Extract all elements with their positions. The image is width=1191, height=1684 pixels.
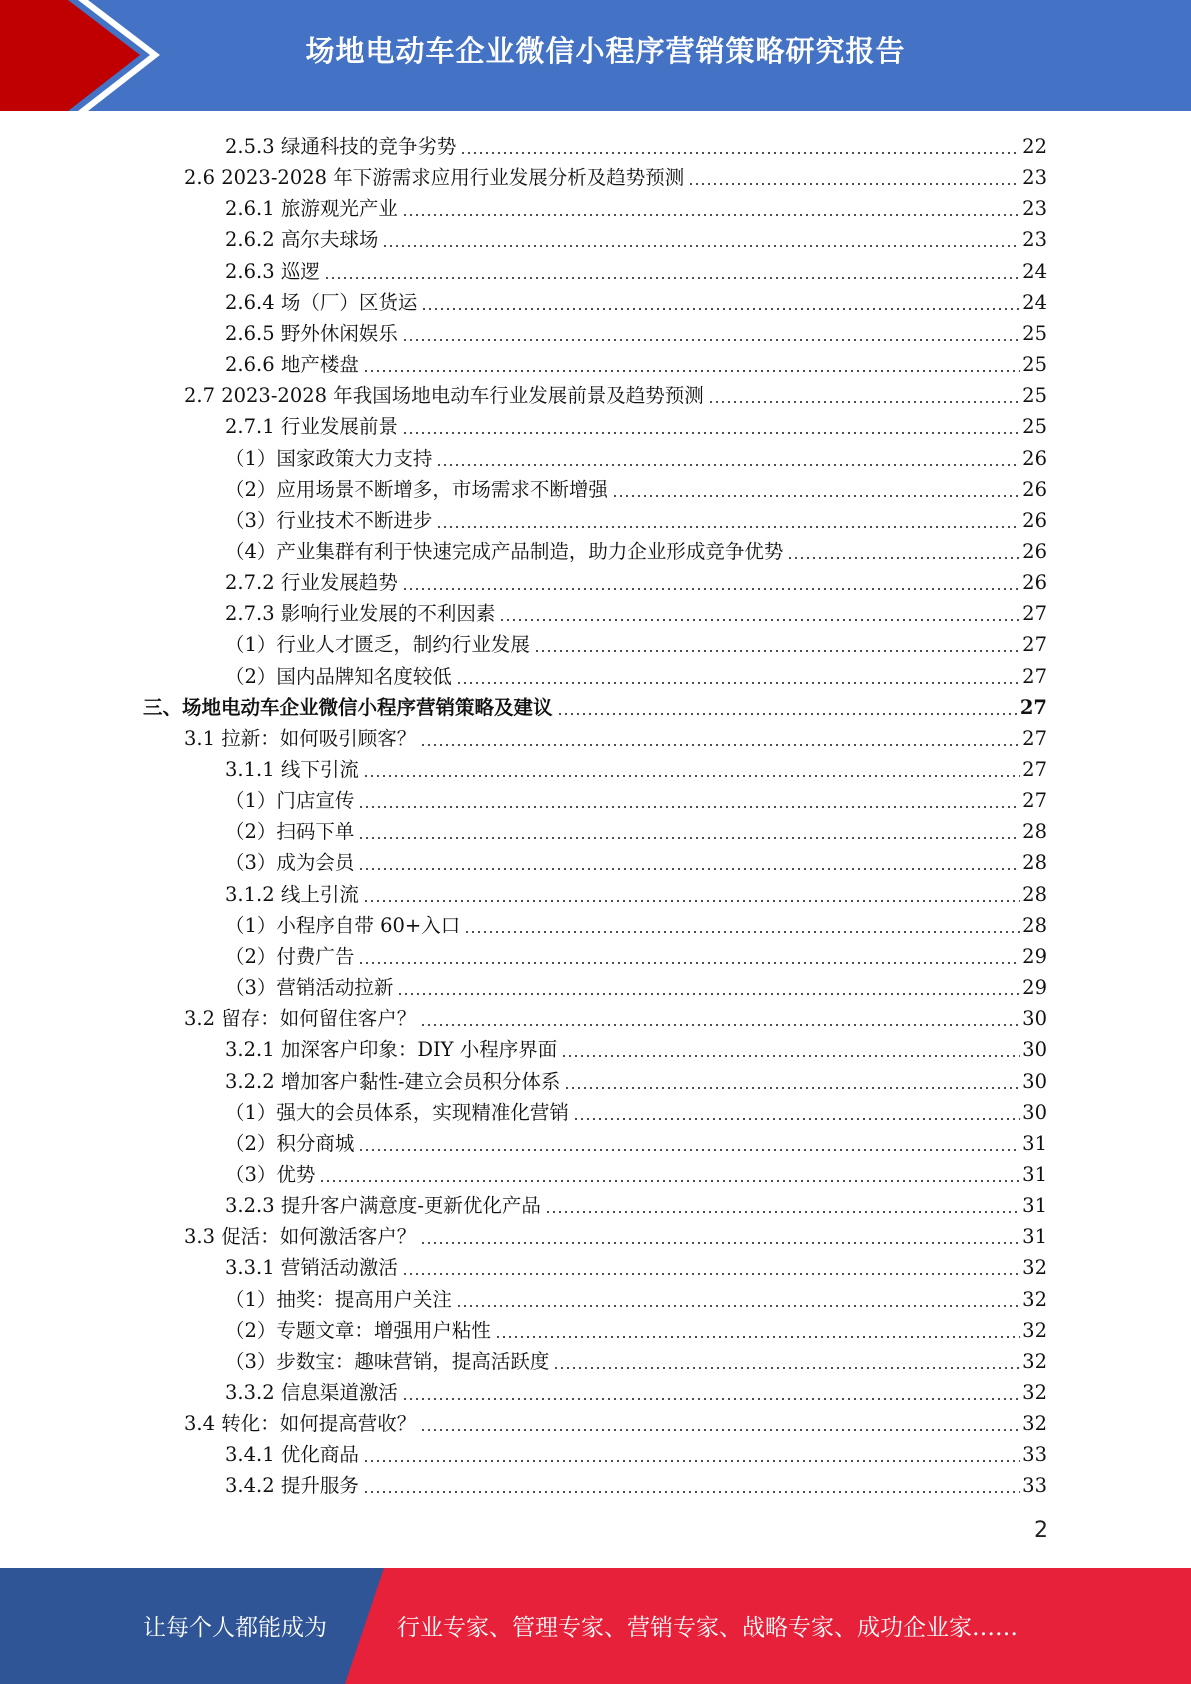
toc-dot-leader (363, 762, 1020, 778)
toc-entry[interactable] (225, 782, 1047, 813)
toc-entry-label: （1）门店宣传 (225, 789, 355, 813)
toc-dot-leader (564, 1074, 1020, 1090)
toc-dot-leader (358, 1136, 1020, 1152)
toc-entry-label: 3.3.1 营销活动激活 (225, 1256, 398, 1280)
toc-entry-page: 24 (1022, 259, 1047, 283)
toc-entry-page: 26 (1022, 477, 1047, 501)
toc-dot-leader (420, 1229, 1020, 1245)
toc-dot-leader (499, 606, 1020, 622)
toc-dot-leader (402, 419, 1020, 435)
toc-entry-page: 25 (1022, 321, 1047, 345)
toc-dot-leader (421, 295, 1020, 311)
toc-entry-label: （3）优势 (225, 1162, 316, 1186)
toc-dot-leader (708, 388, 1020, 404)
toc-entry-label: （2）专题文章：增强用户粘性 (225, 1318, 491, 1342)
toc-entry[interactable] (225, 876, 1047, 907)
toc-entry-label: （2）扫码下单 (225, 820, 355, 844)
toc-entry-label: 3.3.2 信息渠道激活 (225, 1381, 398, 1404)
toc-entry-page: 28 (1022, 913, 1047, 937)
toc-dot-leader (402, 575, 1020, 591)
toc-entry-page: 31 (1022, 1162, 1047, 1186)
toc-entry[interactable] (225, 284, 1047, 315)
toc-dot-leader (557, 700, 1018, 716)
toc-entry-label: 2.6 2023-2028 年下游需求应用行业发展分析及趋势预测 (184, 166, 685, 190)
toc-entry-page: 27 (1022, 633, 1047, 657)
toc-dot-leader (358, 855, 1020, 871)
toc-entry-label: 2.5.3 绿通科技的竞争劣势 (225, 135, 457, 158)
toc-entry-label: 2.6.1 旅游观光产业 (225, 197, 398, 221)
toc-dot-leader (495, 1323, 1020, 1339)
toc-dot-leader (397, 980, 1020, 996)
toc-dot-leader (787, 544, 1020, 560)
toc-entry-page: 27 (1019, 695, 1047, 719)
toc-dot-leader (358, 824, 1020, 840)
toc-entry-label: （2）应用场景不断增多，市场需求不断增强 (225, 477, 608, 501)
toc-entry[interactable] (225, 253, 1047, 284)
toc-entry[interactable] (184, 1218, 1047, 1249)
toc-entry-page: 26 (1022, 571, 1047, 595)
toc-dot-leader (573, 1105, 1020, 1121)
toc-entry-page: 33 (1022, 1443, 1047, 1467)
toc-entry-page: 32 (1022, 1318, 1047, 1342)
toc-entry[interactable] (225, 595, 1047, 626)
toc-dot-leader (545, 1198, 1020, 1214)
toc-entry[interactable] (184, 1000, 1047, 1031)
toc-dot-leader (553, 1354, 1020, 1370)
toc-entry[interactable] (225, 408, 1047, 439)
toc-entry-page: 27 (1022, 789, 1047, 813)
toc-entry[interactable] (225, 1343, 1047, 1374)
toc-entry-page: 25 (1022, 384, 1047, 408)
toc-entry-label: 3.2 留存：如何留住客户？ (184, 1007, 417, 1031)
toc-entry[interactable] (225, 315, 1047, 346)
toc-dot-leader (363, 1478, 1020, 1494)
footer-slogan-left: 让每个人都能成为 (143, 1615, 327, 1641)
toc-entry[interactable] (143, 689, 1047, 720)
toc-dot-leader (456, 1292, 1020, 1308)
toc-entry-page: 28 (1022, 851, 1047, 875)
toc-entry-page: 23 (1022, 228, 1047, 252)
toc-entry-page: 28 (1022, 820, 1047, 844)
toc-entry[interactable] (184, 1405, 1047, 1436)
toc-entry-label: 2.7.2 行业发展趋势 (225, 571, 398, 595)
toc-entry-label: （4）产业集群有利于快速完成产品制造，助力企业形成竞争优势 (225, 539, 784, 563)
toc-entry-page: 26 (1022, 508, 1047, 532)
toc-entry-label: 3.2.2 增加客户黏性-建立会员积分体系 (225, 1069, 561, 1093)
toc-entry-label: （3）步数宝：趣味营销，提高活跃度 (225, 1349, 550, 1373)
toc-entry[interactable] (225, 502, 1047, 533)
toc-entry[interactable] (225, 346, 1047, 377)
toc-entry[interactable] (184, 720, 1047, 751)
toc-entry-label: （1）强大的会员体系，实现精准化营销 (225, 1100, 569, 1124)
toc-dot-leader (420, 731, 1020, 747)
toc-entry-label: 3.1 拉新：如何吸引顾客？ (184, 726, 417, 750)
toc-entry-label: 3.2.1 加深客户印象：DIY 小程序界面 (225, 1038, 558, 1062)
toc-dot-leader (402, 326, 1020, 342)
toc-entry-page: 33 (1022, 1474, 1047, 1498)
toc-dot-leader (358, 793, 1020, 809)
toc-entry-label: 2.6.6 地产楼盘 (225, 353, 359, 377)
toc-entry-label: 3.1.2 线上引流 (225, 882, 359, 906)
page-header (0, 0, 1191, 111)
toc-entry[interactable] (225, 1063, 1047, 1094)
toc-entry-page: 27 (1022, 664, 1047, 688)
toc-dot-leader (363, 887, 1020, 903)
toc-entry-page: 32 (1022, 1381, 1047, 1404)
toc-entry-label: （3）营销活动拉新 (225, 976, 394, 1000)
toc-entry[interactable] (225, 190, 1047, 221)
toc-entry[interactable] (225, 969, 1047, 1000)
toc-entry[interactable] (225, 128, 1047, 159)
toc-entry-label: （2）积分商城 (225, 1131, 355, 1155)
header-title: 场地电动车企业微信小程序营销策略研究报告 (305, 34, 906, 68)
toc-entry-page: 27 (1022, 758, 1047, 781)
toc-dot-leader (612, 482, 1020, 498)
toc-dot-leader (420, 1416, 1020, 1432)
toc-dot-leader (420, 1011, 1020, 1027)
toc-entry-label: 3.3 促活：如何激活客户？ (184, 1225, 417, 1249)
toc-entry[interactable] (225, 1281, 1047, 1312)
toc-entry[interactable] (225, 1312, 1047, 1343)
toc-entry-label: （2）付费广告 (225, 944, 355, 968)
toc-dot-leader (402, 1260, 1020, 1276)
toc-dot-leader (402, 201, 1020, 217)
toc-entry-page: 31 (1022, 1225, 1047, 1249)
toc-entry-label: 2.7 2023-2028 年我国场地电动车行业发展前景及趋势预测 (184, 384, 704, 408)
toc-dot-leader (319, 1167, 1020, 1183)
toc-entry-label: （1）国家政策大力支持 (225, 446, 433, 470)
toc-entry-label: 3.4.2 提升服务 (225, 1474, 359, 1498)
toc-entry-page: 31 (1022, 1194, 1047, 1218)
toc-entry[interactable] (225, 658, 1047, 689)
toc-entry[interactable] (184, 377, 1047, 408)
toc-dot-leader (561, 1042, 1020, 1058)
toc-entry-label: 三、场地电动车企业微信小程序营销策略及建议 (143, 695, 553, 719)
toc-entry[interactable] (225, 564, 1047, 595)
toc-entry[interactable] (225, 813, 1047, 844)
toc-dot-leader (324, 264, 1020, 280)
toc-entry-label: 3.4.1 优化商品 (225, 1443, 359, 1467)
toc-dot-leader (436, 451, 1020, 467)
toc-dot-leader (402, 1385, 1020, 1401)
toc-entry-label: 3.1.1 线下引流 (225, 758, 359, 781)
toc-entry-page: 30 (1022, 1038, 1047, 1062)
toc-entry-label: （2）国内品牌知名度较低 (225, 664, 452, 688)
page-number: 2 (1034, 1518, 1048, 1543)
toc-entry-label: 3.4 转化：如何提高营收？ (184, 1412, 417, 1436)
toc-entry-page: 26 (1022, 539, 1047, 563)
toc-entry-label: （3）行业技术不断进步 (225, 508, 433, 532)
toc-entry-page: 25 (1022, 353, 1047, 377)
toc-entry[interactable] (225, 440, 1047, 471)
toc-dot-leader (534, 637, 1020, 653)
toc-entry-page: 30 (1022, 1069, 1047, 1093)
toc-dot-leader (688, 170, 1020, 186)
toc-entry[interactable] (225, 1156, 1047, 1187)
toc-entry[interactable] (184, 159, 1047, 190)
toc-entry[interactable] (225, 1031, 1047, 1062)
toc-entry[interactable] (225, 938, 1047, 969)
footer-slogan-right: 行业专家、管理专家、营销专家、战略专家、成功企业家…… (397, 1615, 1018, 1641)
toc-entry-page: 27 (1022, 726, 1047, 750)
toc-entry-page: 29 (1022, 944, 1047, 968)
toc-entry[interactable] (225, 533, 1047, 564)
page-footer (0, 1568, 1191, 1684)
toc-entry[interactable] (225, 1249, 1047, 1280)
toc-entry[interactable] (225, 221, 1047, 252)
toc-entry-label: （1）小程序自带 60+入口 (225, 913, 461, 937)
toc-entry-page: 30 (1022, 1100, 1047, 1124)
toc-entry[interactable] (225, 1467, 1047, 1498)
toc-entry-label: 2.6.5 野外休闲娱乐 (225, 321, 398, 345)
toc-entry[interactable] (225, 1094, 1047, 1125)
toc-dot-leader (363, 1447, 1020, 1463)
toc-entry[interactable] (225, 471, 1047, 502)
toc-entry-label: 2.6.4 场（厂）区货运 (225, 290, 418, 314)
toc-entry[interactable] (225, 1436, 1047, 1467)
toc-entry-page: 32 (1022, 1256, 1047, 1280)
toc-dot-leader (382, 232, 1020, 248)
toc-entry-page: 25 (1022, 415, 1047, 439)
toc-entry-page: 29 (1022, 976, 1047, 1000)
toc-entry[interactable] (225, 751, 1047, 782)
toc-entry-page: 31 (1022, 1131, 1047, 1155)
toc-entry-page: 23 (1022, 197, 1047, 221)
toc-entry-page: 32 (1022, 1349, 1047, 1373)
toc-dot-leader (358, 949, 1020, 965)
toc-dot-leader (456, 669, 1020, 685)
toc-dot-leader (464, 918, 1020, 934)
toc-dot-leader (436, 513, 1020, 529)
toc-entry-page: 32 (1022, 1412, 1047, 1436)
toc-entry-page: 32 (1022, 1287, 1047, 1311)
toc-entry[interactable] (225, 1374, 1047, 1405)
toc-entry-page: 27 (1022, 602, 1047, 626)
toc-entry-label: 2.7.3 影响行业发展的不利因素 (225, 602, 496, 626)
toc-entry-page: 26 (1022, 446, 1047, 470)
toc-entry-label: 2.6.3 巡逻 (225, 259, 320, 283)
toc-entry[interactable] (225, 626, 1047, 657)
toc-dot-leader (460, 139, 1020, 155)
toc-entry-page: 23 (1022, 166, 1047, 190)
toc-entry[interactable] (225, 907, 1047, 938)
toc-entry-label: （3）成为会员 (225, 851, 355, 875)
toc-entry-label: 3.2.3 提升客户满意度-更新优化产品 (225, 1194, 541, 1218)
toc-entry-label: 2.6.2 高尔夫球场 (225, 228, 379, 252)
toc-dot-leader (363, 357, 1020, 373)
toc-entry-page: 30 (1022, 1007, 1047, 1031)
toc-entry[interactable] (225, 1187, 1047, 1218)
toc-entry-page: 22 (1022, 135, 1047, 158)
toc-entry-label: 2.7.1 行业发展前景 (225, 415, 398, 439)
toc-entry-label: （1）抽奖：提高用户关注 (225, 1287, 452, 1311)
toc-entry-page: 28 (1022, 882, 1047, 906)
toc-entry-page: 24 (1022, 290, 1047, 314)
toc-entry-label: （1）行业人才匮乏，制约行业发展 (225, 633, 530, 657)
toc-entry[interactable] (225, 844, 1047, 875)
toc-entry[interactable] (225, 1125, 1047, 1156)
